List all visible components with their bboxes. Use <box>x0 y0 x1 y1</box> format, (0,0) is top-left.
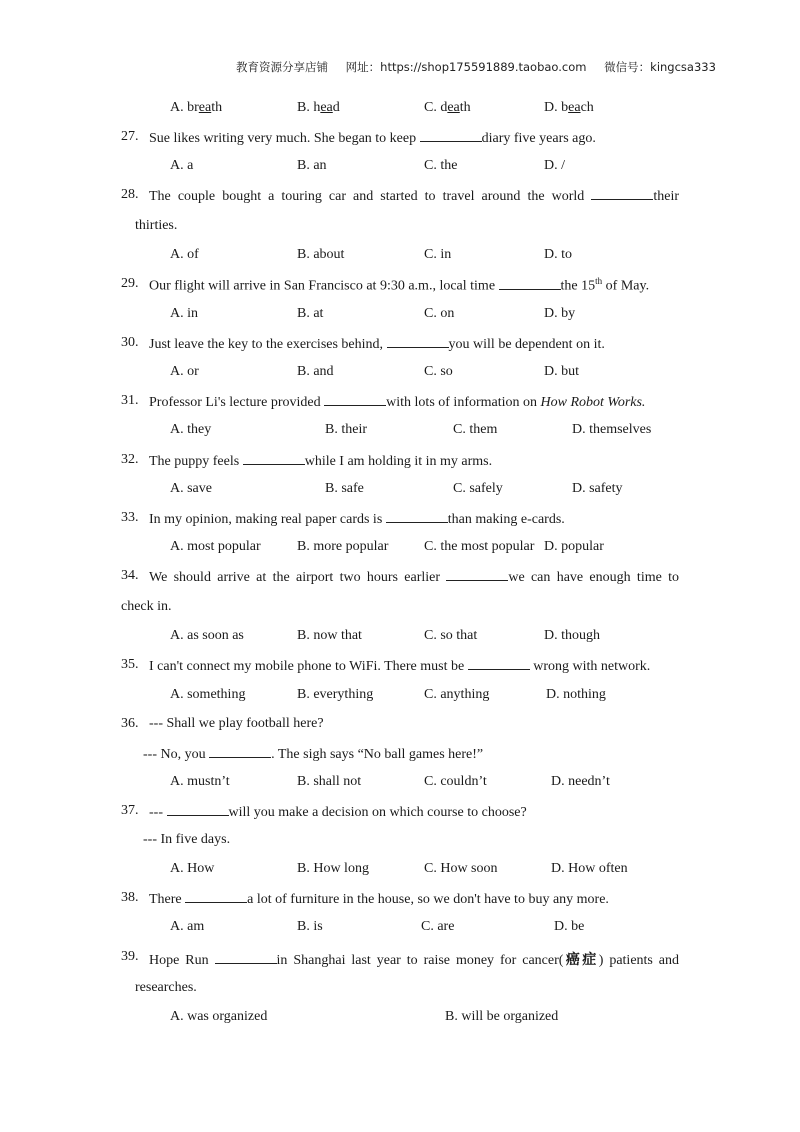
question-text: We should arrive at the airport two hours earlier we can have enough time to <box>149 570 679 585</box>
question-number: 39. <box>121 949 139 964</box>
question-number: 27. <box>121 129 139 144</box>
question-text: The puppy feels while I am holding it in my arms. <box>149 454 493 469</box>
question-text-line2: check in. <box>121 599 172 614</box>
option-a: A. save <box>170 481 212 496</box>
option-d: D. popular <box>544 539 604 554</box>
answer-blank <box>591 187 653 200</box>
option-b: B. about <box>297 247 345 262</box>
option-c: C. are <box>421 919 455 934</box>
option-d: D. by <box>544 306 576 321</box>
question-number: 32. <box>121 452 139 467</box>
question-number: 37. <box>121 803 139 818</box>
wechat-id: 微信号：kingcsa333 <box>604 60 716 74</box>
option-d: D. be <box>554 919 585 934</box>
question-number: 35. <box>121 657 139 672</box>
option-d: D. needn’t <box>551 774 610 789</box>
option-a: A. was organized <box>170 1009 268 1024</box>
question-text-line2: --- In five days. <box>143 832 231 847</box>
option-c: C. so that <box>424 628 478 643</box>
option-b: B. safe <box>325 481 364 496</box>
option-b: B. everything <box>297 687 374 702</box>
question-text-line2: researches. <box>135 980 197 995</box>
question-text: There a lot of furniture in the house, so we don't have to buy any more. <box>149 892 609 907</box>
option-a: A. mustn’t <box>170 774 230 789</box>
option-a: A. something <box>170 687 246 702</box>
page-header <box>236 59 730 75</box>
answer-blank <box>420 129 482 142</box>
answer-blank <box>446 568 508 581</box>
question-text: Sue likes writing very much. She began to keep diary five years ago. <box>149 131 596 146</box>
question-number: 36. <box>121 716 139 731</box>
option-b: B. shall not <box>297 774 362 789</box>
question-text: Just leave the key to the exercises behind, you will be dependent on it. <box>149 337 605 352</box>
question-number: 31. <box>121 393 139 408</box>
option-a: A. as soon as <box>170 628 244 643</box>
option-c: C. so <box>424 364 453 379</box>
shop-name: 教育资源分享店铺 <box>236 60 328 74</box>
answer-blank <box>387 335 449 348</box>
option-b: B. more popular <box>297 539 389 554</box>
option-b: B. and <box>297 364 334 379</box>
option-c: C. the <box>424 158 458 173</box>
option-a: A. they <box>170 422 212 437</box>
option-b: B. their <box>325 422 367 437</box>
option-d: D. How often <box>551 861 628 876</box>
answer-blank <box>209 745 271 758</box>
q26-option-b: B. head <box>297 100 340 115</box>
shop-url: 网址：https://shop175591889.taobao.com <box>345 60 587 74</box>
question-text-line2: thirties. <box>135 218 178 233</box>
option-d: D. nothing <box>546 687 606 702</box>
option-b: B. will be organized <box>445 1009 559 1024</box>
option-a: A. or <box>170 364 199 379</box>
option-c: C. the most popular <box>424 539 535 554</box>
question-text: The couple bought a touring car and started to travel around the world their <box>149 189 680 204</box>
question-number: 29. <box>121 276 139 291</box>
option-b: B. How long <box>297 861 369 876</box>
q26-option-d: D. beach <box>544 100 594 115</box>
question-text: --- Shall we play football here? <box>149 716 324 731</box>
option-b: B. at <box>297 306 324 321</box>
option-a: A. of <box>170 247 199 262</box>
option-c: C. in <box>424 247 452 262</box>
answer-blank <box>215 951 277 964</box>
option-c: C. safely <box>453 481 503 496</box>
option-a: A. a <box>170 158 194 173</box>
question-number: 30. <box>121 335 139 350</box>
option-a: A. most popular <box>170 539 261 554</box>
question-text: Professor Li's lecture provided with lots of information on How Robot Works. <box>149 395 646 410</box>
answer-blank <box>468 657 530 670</box>
question-text: Hope Run in Shanghai last year to raise money for cancer(癌症) patients and <box>149 952 680 968</box>
option-c: C. on <box>424 306 455 321</box>
option-d: D. safety <box>572 481 623 496</box>
question-text: Our flight will arrive in San Francisco at 9:30 a.m., local time the 15th of May. <box>149 276 650 294</box>
question-text: In my opinion, making real paper cards is than making e-cards. <box>149 512 565 527</box>
question-text-line2: --- No, you . The sigh says “No ball games here!” <box>143 747 484 762</box>
question-number: 38. <box>121 890 139 905</box>
question-number: 33. <box>121 510 139 525</box>
option-d: D. to <box>544 247 572 262</box>
option-c: C. How soon <box>424 861 498 876</box>
answer-blank <box>185 890 247 903</box>
answer-blank <box>243 452 305 465</box>
answer-blank <box>499 277 561 290</box>
question-text: --- will you make a decision on which course to choose? <box>149 805 527 820</box>
option-a: A. in <box>170 306 198 321</box>
option-d: D. / <box>544 158 565 173</box>
answer-blank <box>324 393 386 406</box>
option-c: C. anything <box>424 687 490 702</box>
option-b: B. is <box>297 919 323 934</box>
question-number: 34. <box>121 568 139 583</box>
option-d: D. but <box>544 364 579 379</box>
option-b: B. now that <box>297 628 362 643</box>
q26-option-c: C. death <box>424 100 471 115</box>
option-d: D. though <box>544 628 600 643</box>
option-c: C. them <box>453 422 498 437</box>
question-number: 28. <box>121 187 139 202</box>
option-c: C. couldn’t <box>424 774 487 789</box>
q26-option-a: A. breath <box>170 100 223 115</box>
answer-blank <box>386 510 448 523</box>
option-d: D. themselves <box>572 422 652 437</box>
option-b: B. an <box>297 158 327 173</box>
answer-blank <box>167 803 229 816</box>
option-a: A. How <box>170 861 215 876</box>
option-a: A. am <box>170 919 205 934</box>
question-text: I can't connect my mobile phone to WiFi. There must be wrong with network. <box>149 659 651 674</box>
